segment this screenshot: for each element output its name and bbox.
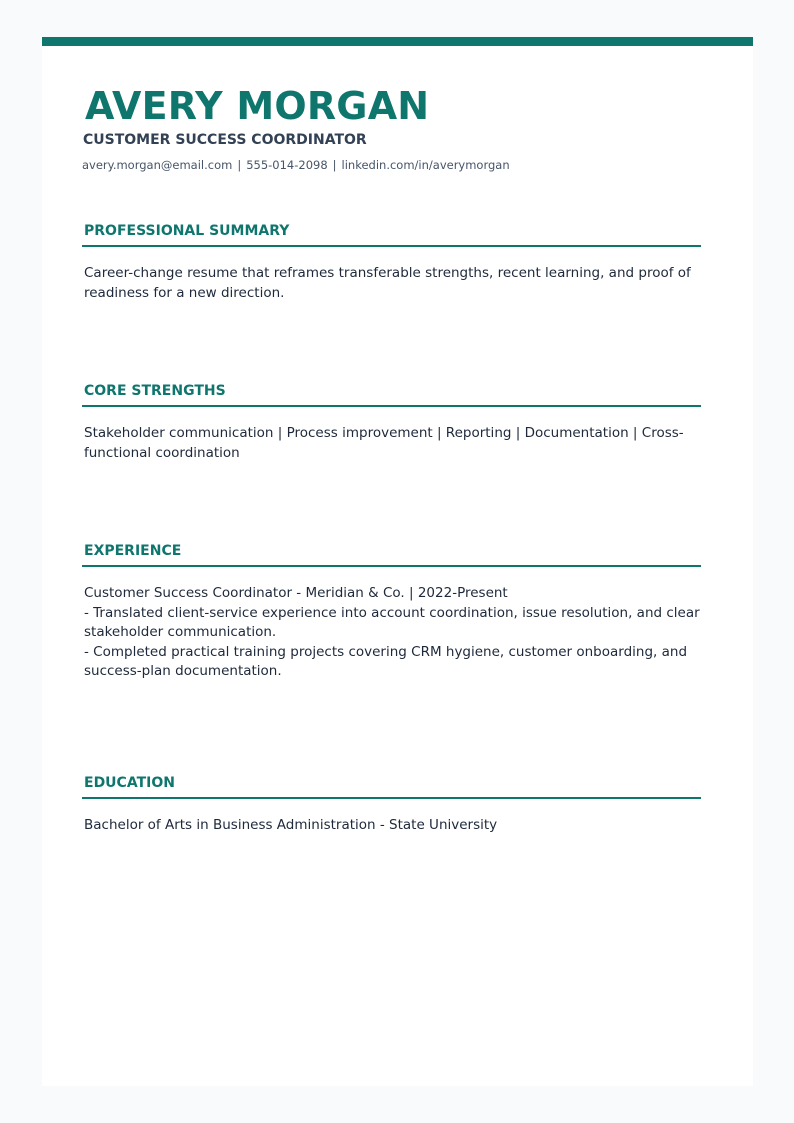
resume-page	[42, 37, 753, 1086]
section-body	[82, 424, 701, 463]
strengths-text: Stakeholder communication | Process improvement | Reporting | Documentation | Cross-functional coordination	[84, 425, 684, 461]
contact-separator: |	[332, 158, 337, 172]
section-divider	[82, 565, 701, 567]
section-heading: CORE STRENGTHS	[84, 383, 226, 399]
section-core-strengths	[82, 381, 701, 463]
experience-bullet: - Translated client-service experience into account coordination, issue resolution, and clear stakeholder communication.	[84, 604, 700, 640]
contact-phone: 555-014-2098	[246, 158, 328, 172]
job-title: CUSTOMER SUCCESS COORDINATOR	[83, 132, 367, 148]
contact-linkedin: linkedin.com/in/averymorgan	[341, 158, 510, 172]
section-professional-summary	[82, 221, 701, 303]
education-text: Bachelor of Arts in Business Administration - State University	[84, 817, 498, 833]
accent-bar	[42, 37, 753, 46]
experience-role-line: Customer Success Coordinator - Meridian & Co. | 2022-Present	[84, 585, 508, 601]
section-body	[82, 584, 701, 682]
section-experience	[82, 541, 701, 682]
section-heading: EDUCATION	[84, 775, 175, 791]
section-divider	[82, 405, 701, 407]
section-heading: PROFESSIONAL SUMMARY	[84, 223, 290, 239]
candidate-name: AVERY MORGAN	[85, 84, 430, 128]
section-body	[82, 264, 701, 303]
section-body	[82, 816, 701, 836]
experience-bullet: - Completed practical training projects covering CRM hygiene, customer onboarding, and success-plan documentation.	[84, 643, 688, 679]
section-divider	[82, 245, 701, 247]
contact-email: avery.morgan@email.com	[82, 158, 233, 172]
section-heading: EXPERIENCE	[84, 543, 182, 559]
contact-separator: |	[237, 158, 242, 172]
summary-text: Career-change resume that reframes transferable strengths, recent learning, and proof of readiness for a new direction.	[84, 265, 691, 301]
section-divider	[82, 797, 701, 799]
contact-line	[82, 156, 510, 174]
section-education	[82, 773, 701, 836]
